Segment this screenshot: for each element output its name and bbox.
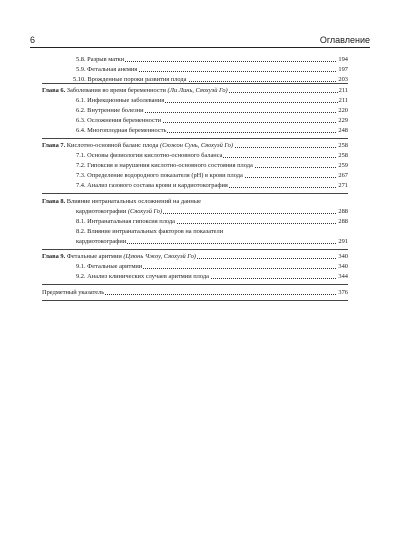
chapter-separator xyxy=(42,138,348,139)
entry-title: 7.4. Анализ газового состава крови и кардиотокография xyxy=(76,182,228,189)
entry-title: 5.10. Врожденные пороки развития плода xyxy=(73,76,187,83)
entry-page: 220 xyxy=(338,107,348,114)
entry-page: 258 xyxy=(338,152,348,159)
chapter-authors: (Сюжон Сунь, Сяохуэй Го) xyxy=(159,142,233,149)
toc-entry-7-3[interactable] xyxy=(42,171,348,180)
chapter-label: Глава 7. xyxy=(42,142,66,149)
chapter-title: Влияние интранатальных осложнений на данные xyxy=(66,198,201,205)
chapter-authors: (Ли Линь, Сяохуэй Го) xyxy=(167,87,228,94)
entry-title: 6.1. Инфекционные заболевания xyxy=(76,97,165,104)
entry-page: 211 xyxy=(338,87,348,94)
entry-page: 197 xyxy=(338,66,348,73)
entry-page: 229 xyxy=(338,117,348,124)
toc-entry-6-1[interactable] xyxy=(42,96,348,105)
entry-page: 194 xyxy=(338,56,348,63)
entry-title: 6.2. Внутренние болезни xyxy=(76,107,144,114)
chapter-title: Заболевания во время беременности xyxy=(66,87,168,94)
entry-title-cont: кардиотокографии xyxy=(76,238,127,245)
toc-entry-6-4[interactable] xyxy=(42,126,348,135)
entry-page: 340 xyxy=(338,253,348,260)
entry-page: 344 xyxy=(338,273,348,280)
chapter-separator xyxy=(42,300,348,301)
entry-page: 211 xyxy=(338,97,348,104)
toc-entry-6-2[interactable] xyxy=(42,106,348,115)
toc-entry-index[interactable] xyxy=(42,288,348,297)
entry-title: 7.1. Основы физиологии кислотно-основного баланса xyxy=(76,152,223,159)
toc-entry-5-8[interactable] xyxy=(42,55,348,64)
entry-page: 259 xyxy=(338,162,348,169)
chapter-title: Кислотно-основной баланс плода xyxy=(66,142,160,149)
entry-title: 7.3. Определение водородного показателя (pH) в крови плода xyxy=(76,172,243,179)
toc-entry-8-2-line2[interactable] xyxy=(42,237,348,246)
chapter-separator xyxy=(42,249,348,250)
header-rule xyxy=(30,47,370,48)
chapter-title-cont: кардиотокографии xyxy=(76,208,128,215)
toc-entry-7-1[interactable] xyxy=(42,151,348,160)
entry-page: 288 xyxy=(338,218,348,225)
chapter-separator xyxy=(42,284,348,285)
entry-title: 6.3. Осложнения беременности xyxy=(76,117,162,124)
entry-page: 258 xyxy=(338,142,348,149)
toc-chapter-6[interactable] xyxy=(42,86,348,95)
toc-entry-9-2[interactable] xyxy=(42,272,348,281)
toc-chapter-7[interactable] xyxy=(42,141,348,150)
entry-title: 9.2. Анализ клинических случаев аритмии плода xyxy=(76,273,209,280)
entry-page: 340 xyxy=(338,263,348,270)
toc-chapter-8-line1[interactable] xyxy=(42,197,348,206)
chapter-authors: (Цзюнь Чжоу, Сяохуэй Го) xyxy=(123,253,196,260)
toc-chapter-8-line2[interactable] xyxy=(42,207,348,216)
toc-entry-7-4[interactable] xyxy=(42,181,348,190)
chapter-label: Глава 6. xyxy=(42,87,66,94)
chapter-label: Глава 8. xyxy=(42,198,66,205)
page-number: 6 xyxy=(30,35,36,45)
chapter-title: Фетальные аритмии xyxy=(66,253,124,260)
entry-title: 8.2. Влияние интранатальных факторов на показатели xyxy=(76,228,224,235)
toc-chapter-9[interactable] xyxy=(42,252,348,261)
entry-title: 5.8. Разрыв матки xyxy=(76,56,125,63)
chapter-label: Глава 9. xyxy=(42,253,66,260)
entry-page: 248 xyxy=(338,127,348,134)
entry-title: 6.4. Многоплодная беременность xyxy=(76,127,167,134)
running-header xyxy=(30,35,370,47)
entry-title: 5.9. Фетальная анемия xyxy=(76,66,138,73)
entry-title: 8.1. Интранатальная гипоксия плода xyxy=(76,218,175,225)
toc-entry-5-9[interactable] xyxy=(42,65,348,74)
entry-page: 291 xyxy=(338,238,348,245)
toc-entry-8-1[interactable] xyxy=(42,217,348,226)
chapter-separator xyxy=(42,193,348,194)
entry-title: Предметный указатель xyxy=(42,289,105,296)
toc-entry-8-2-line1[interactable] xyxy=(42,227,348,236)
entry-page: 288 xyxy=(338,208,348,215)
running-title: Оглавление xyxy=(319,35,370,45)
chapter-authors: (Сяохуэй Го) xyxy=(127,208,163,215)
toc-entry-9-1[interactable] xyxy=(42,262,348,271)
entry-title: 9.1. Фетальные аритмии xyxy=(76,263,143,270)
toc-entry-6-3[interactable] xyxy=(42,116,348,125)
toc-entry-7-2[interactable] xyxy=(42,161,348,170)
entry-page: 271 xyxy=(338,182,348,189)
entry-page: 203 xyxy=(338,76,348,83)
entry-page: 376 xyxy=(338,289,348,296)
entry-page: 267 xyxy=(338,172,348,179)
chapter-separator xyxy=(42,83,348,84)
entry-title: 7.2. Гипоксия и нарушения кислотно-основного состояния плода xyxy=(76,162,253,169)
